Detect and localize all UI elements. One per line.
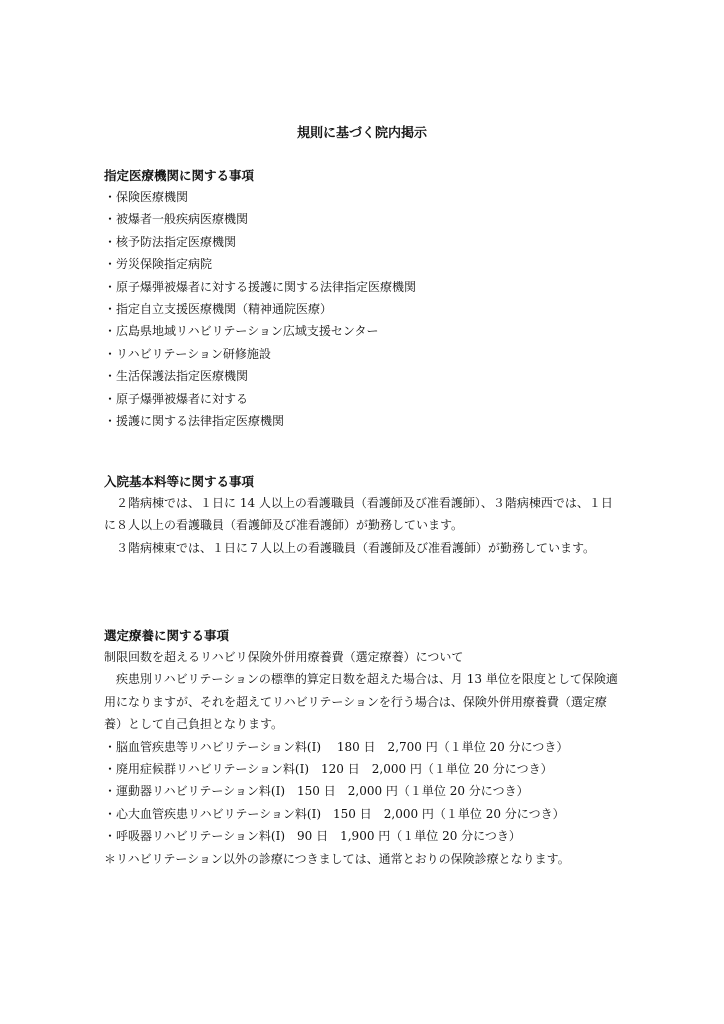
fee-item: ・廃用症候群リハビリテーション料(Ⅰ) 120 日 2,000 円（１単位 20 分につき） (104, 762, 553, 777)
list-item: ・労災保険指定病院 (104, 257, 213, 272)
paragraph: 疾患別リハビリテーションの標準的算定日数を超えた場合は、月 13 単位を限度として保険適用になりますが、それを超えてリハビリテーションを行う場合は、保険外併用療養費（選定療養）として自己負担となります。 (104, 672, 618, 732)
list-item: ・被爆者一般疾病医療機関 (104, 212, 249, 227)
list-item: ・指定自立支援医療機関（精神通院医療） (104, 301, 333, 316)
fee-item: ・運動器リハビリテーション料(Ⅰ) 150 日 2,000 円（１単位 20 分につき） (104, 784, 529, 799)
section-heading: 指定医療機関に関する事項 (104, 168, 255, 183)
footnote: ＊リハビリテーション以外の診療につきましては、通常とおりの保険診療となります。 (104, 851, 570, 866)
paragraph: ２階病棟では、１日に 14 人以上の看護職員（看護師及び准看護師）、３階病棟西では、１日に８人以上の看護職員（看護師及び准看護師）が勤務しています。 (104, 496, 613, 533)
fee-item: ・脳血管疾患等リハビリテーション料(Ⅰ) 180 日 2,700 円（１単位 20 分につき） (104, 739, 569, 754)
designated-institutions-section (104, 166, 624, 432)
fee-item: ・呼吸器リハビリテーション料(Ⅰ) 90 日 1,900 円（１単位 20 分につき） (104, 829, 521, 844)
list-item: ・リハビリテーション研修施設 (104, 346, 271, 361)
section-subtitle: 制限回数を超えるリハビリ保険外併用療養費（選定療養）について (104, 650, 464, 664)
page-title: 規則に基づく院内掲示 (296, 126, 427, 141)
list-item: ・援護に関する法律指定医療機関 (104, 413, 285, 428)
list-item: ・広島県地域リハビリテーション広域支援センター (104, 324, 379, 339)
section-heading: 入院基本料等に関する事項 (104, 474, 255, 489)
fee-item: ・心大血管疾患リハビリテーション料(Ⅰ) 150 日 2,000 円（１単位 20 分につき） (104, 806, 565, 821)
paragraph: ３階病棟東では、１日に７人以上の看護職員（看護師及び准看護師）が勤務しています。 (116, 540, 596, 555)
section-heading: 選定療養に関する事項 (104, 628, 230, 643)
list-item: ・核予防法指定医療機関 (104, 234, 237, 249)
list-item: ・原子爆弾被爆者に対する援護に関する法律指定医療機関 (104, 279, 417, 294)
list-item: ・生活保護法指定医療機関 (104, 369, 249, 384)
admission-fee-section (104, 472, 624, 559)
list-item: ・保険医療機関 (104, 190, 189, 204)
list-item: ・原子爆弾被爆者に対する (104, 391, 249, 406)
selected-care-section (104, 626, 624, 870)
